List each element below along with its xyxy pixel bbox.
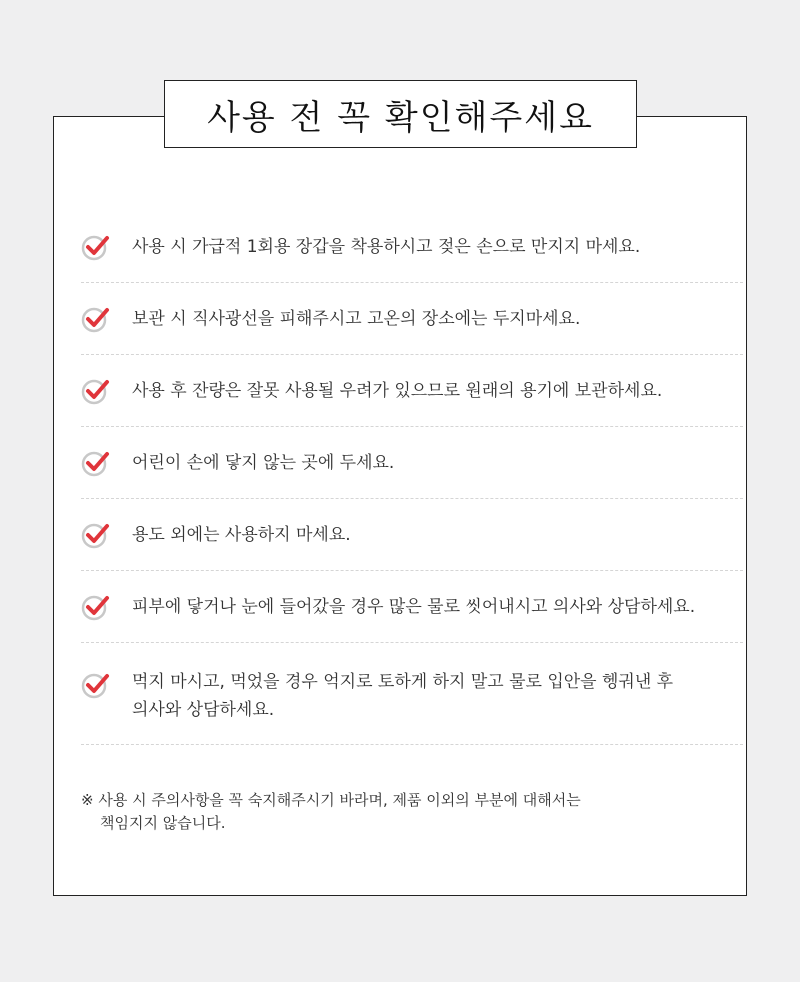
list-item bbox=[81, 643, 743, 745]
check-icon bbox=[81, 232, 111, 262]
list-item bbox=[81, 355, 743, 427]
check-icon bbox=[81, 304, 111, 334]
check-icon bbox=[81, 448, 111, 478]
page-title: 사용 전 꼭 확인해주세요 bbox=[164, 80, 637, 148]
list-item bbox=[81, 283, 743, 355]
list-item bbox=[81, 499, 743, 571]
list-item bbox=[81, 427, 743, 499]
check-icon bbox=[81, 592, 111, 622]
check-icon bbox=[81, 376, 111, 406]
disclaimer-line-2: 책임지지 않습니다. bbox=[100, 814, 226, 832]
item-text: 용도 외에는 사용하지 마세요. bbox=[132, 524, 351, 545]
caution-list bbox=[81, 211, 743, 745]
check-icon bbox=[81, 670, 111, 700]
item-text: 사용 후 잔량은 잘못 사용될 우려가 있으므로 원래의 용기에 보관하세요. bbox=[132, 380, 663, 401]
item-text: 피부에 닿거나 눈에 들어갔을 경우 많은 물로 씻어내시고 의사와 상담하세요. bbox=[132, 596, 696, 617]
disclaimer-notice bbox=[81, 789, 721, 835]
item-text: 사용 시 가급적 1회용 장갑을 착용하시고 젖은 손으로 만지지 마세요. bbox=[132, 236, 641, 257]
item-text: 먹지 마시고, 먹었을 경우 억지로 토하게 하지 말고 물로 입안을 헹궈낸 후 의사와 상담하세요. bbox=[132, 672, 674, 720]
list-item bbox=[81, 211, 743, 283]
disclaimer-line-1: ※ 사용 시 주의사항을 꼭 숙지해주시기 바라며, 제품 이외의 부분에 대해서는 bbox=[81, 791, 581, 809]
caution-card bbox=[53, 116, 747, 896]
check-icon bbox=[81, 520, 111, 550]
list-item bbox=[81, 571, 743, 643]
item-text: 어린이 손에 닿지 않는 곳에 두세요. bbox=[132, 452, 395, 473]
item-text: 보관 시 직사광선을 피해주시고 고온의 장소에는 두지마세요. bbox=[132, 308, 581, 329]
